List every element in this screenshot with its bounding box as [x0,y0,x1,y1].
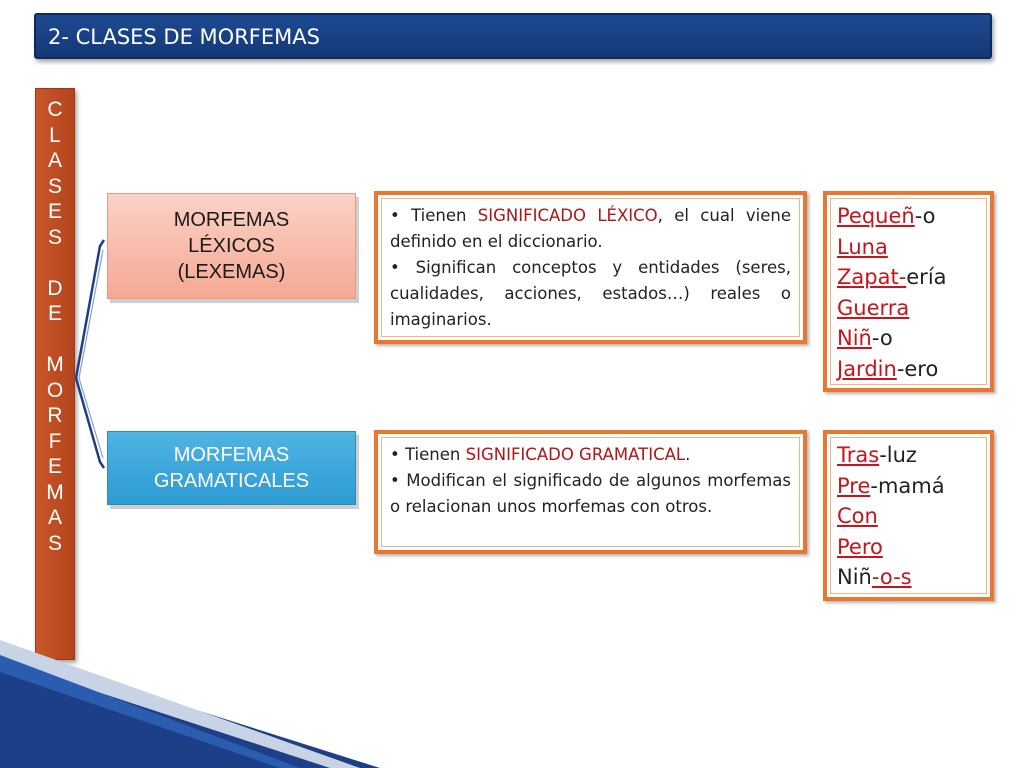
lexicos-line-3: (LEXEMAS) [177,261,286,283]
example-morpheme: Luna [837,234,888,259]
vertical-letter: R [47,404,63,427]
vertical-letter: E [47,455,62,478]
vertical-letter: S [47,174,62,198]
vertical-letter: E [47,200,62,223]
example-suffix: -o [871,326,893,350]
example-suffix: -mamá [870,473,945,498]
gramaticales-bullet-2: • Modifican el significado de algunos morfemas o relacionan unos morfemas con otros. [390,471,791,516]
lexicos-bullet-1-pre: Tienen [411,206,478,225]
vertical-letter: M [46,353,64,376]
example-morpheme: Pre [837,473,871,498]
example-suffix: -o [914,204,936,228]
vertical-letter: D [47,276,63,300]
vertical-letter: S [47,225,62,249]
vertical-letter: F [48,429,62,453]
example-morpheme: Niñ [837,326,872,350]
example-suffix: -ero [896,356,939,381]
lexicos-line-2: LÉXICOS [188,235,275,257]
vertical-letter: C [47,98,63,121]
slide-title: 2- CLASES DE MORFEMAS [34,13,992,59]
gramaticales-line-2: GRAMATICALES [153,470,310,492]
vertical-letter: E [47,302,62,325]
example-prefix: Niñ [837,565,872,589]
vertical-letter: L [49,123,61,147]
example-morpheme: Tras [837,443,880,467]
example-suffix: ería [906,265,947,289]
lexicos-bullet-2-text: Significan conceptos y entidades (seres, cualidades, acciones, estados…) reales o imaginarios. [390,258,791,329]
lexicos-highlight: SIGNIFICADO LÉXICO [477,206,658,225]
vertical-letter: S [47,531,62,555]
vertical-letter: A [47,506,62,529]
gramaticales-bullet-1-pre: Tienen [404,445,466,464]
example-morpheme: Con [837,504,878,528]
gramaticales-line-1: MORFEMAS [173,444,290,466]
example-morpheme: -o-s [871,565,912,589]
lexicos-bullet-1: • Tienen SIGNIFICADO LÉXICO, el cual viene definido en el diccionario. [390,206,791,251]
gramaticales-bullet-2-text: Modifican el significado de algunos morfemas o relacionan unos morfemas con otros. [390,471,791,516]
example-suffix: -luz [879,443,917,467]
gramaticales-bullet-1-post: . [685,445,691,464]
lexicos-line-1: MORFEMAS [173,209,290,231]
vertical-letter: M [46,480,64,504]
example-morpheme: Zapat- [837,265,907,289]
example-morpheme: Pequeñ [837,204,915,228]
lexicos-bullet-2: • Significan conceptos y entidades (seres, cualidades, acciones, estados…) reales o imaginarios. [390,258,791,329]
example-morpheme: Pero [837,534,883,559]
vertical-letter: O [46,378,64,402]
vertical-letter: A [47,149,62,172]
example-morpheme: Jardin [837,356,897,381]
example-morpheme: Guerra [837,295,910,320]
lexicos-bullet-1-post: , el cual viene definido en el diccionario. [390,206,791,251]
gramaticales-bullet-1: • Tienen SIGNIFICADO GRAMATICAL. [390,445,691,464]
gramaticales-highlight: SIGNIFICADO GRAMATICAL [465,445,686,464]
